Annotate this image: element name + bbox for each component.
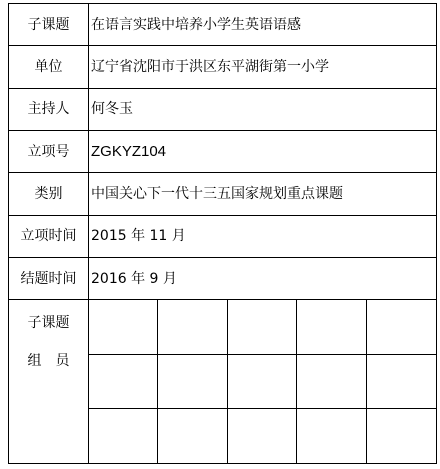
category-value: 中国关心下一代十三五国家规划重点课题 xyxy=(89,173,437,215)
project-info-table xyxy=(8,3,437,464)
unit-value: 辽宁省沈阳市于洪区东平湖街第一小学 xyxy=(89,46,437,88)
member-cell xyxy=(158,300,228,355)
members-label-line2: 组员 xyxy=(27,353,84,370)
member-cell xyxy=(297,409,367,464)
host-value: 何冬玉 xyxy=(89,88,437,130)
member-cell xyxy=(89,354,158,409)
project-number-value: ZGKYZ104 xyxy=(89,130,437,172)
subtopic-label: 子课题 xyxy=(9,4,89,46)
host-label: 主持人 xyxy=(9,88,89,130)
subtopic-value: 在语言实践中培养小学生英语语感 xyxy=(89,4,437,46)
members-label xyxy=(9,300,89,464)
member-cell xyxy=(297,354,367,409)
start-date-value: 2015 年 11 月 xyxy=(89,215,437,257)
row-unit xyxy=(9,46,437,88)
member-cell xyxy=(297,300,367,355)
member-cell xyxy=(228,409,297,464)
row-subtopic xyxy=(9,4,437,46)
member-cell xyxy=(228,300,297,355)
project-number-label: 立项号 xyxy=(9,130,89,172)
end-date-value: 2016 年 9 月 xyxy=(89,257,437,299)
member-cell xyxy=(158,409,228,464)
start-date-label: 立项时间 xyxy=(9,215,89,257)
members-row-1 xyxy=(9,300,437,355)
member-cell xyxy=(89,409,158,464)
member-cell xyxy=(367,300,437,355)
unit-label: 单位 xyxy=(9,46,89,88)
category-label: 类别 xyxy=(9,173,89,215)
member-cell xyxy=(367,354,437,409)
member-cell xyxy=(158,354,228,409)
member-cell xyxy=(89,300,158,355)
project-info-sheet xyxy=(8,3,436,464)
end-date-label: 结题时间 xyxy=(9,257,89,299)
row-category xyxy=(9,173,437,215)
member-cell xyxy=(367,409,437,464)
row-project-number xyxy=(9,130,437,172)
row-start-date xyxy=(9,215,437,257)
member-cell xyxy=(228,354,297,409)
row-end-date xyxy=(9,257,437,299)
members-label-line1: 子课题 xyxy=(27,315,70,332)
row-host xyxy=(9,88,437,130)
